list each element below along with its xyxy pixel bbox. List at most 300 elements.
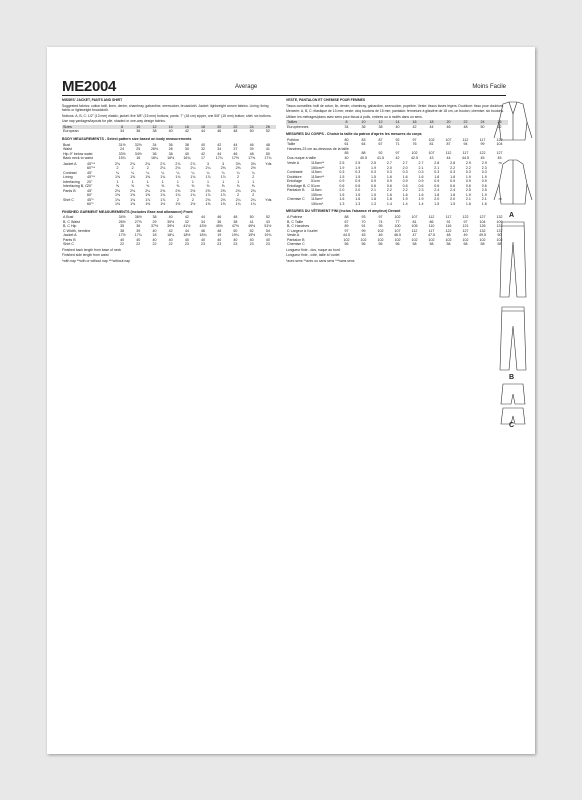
yardage-cell: 0.3 — [402, 170, 408, 175]
measurement-cell: 37 — [233, 147, 238, 152]
yardage-cell: 2.7 — [418, 161, 424, 166]
yardage-cell: 1.9 — [465, 174, 471, 179]
size-cell: 38 — [378, 124, 383, 129]
finished-cell: 102 — [394, 237, 401, 242]
yardage-cell: 1.6 — [386, 174, 392, 179]
finished-cell: 102 — [360, 237, 367, 242]
yardage-cell: ¼ — [206, 170, 210, 175]
finished-cell: 32 — [184, 219, 189, 224]
yardage-table — [286, 161, 508, 206]
finished-cell: 45½ — [215, 224, 223, 229]
finished-cell: 77 — [395, 219, 400, 224]
measurement-cell: 107 — [428, 151, 435, 156]
yardage-cell: ¼ — [251, 170, 255, 175]
size-cell: 22 — [457, 120, 474, 125]
fabric-width: 115cm — [311, 170, 322, 175]
finished-label: B, C Waist — [63, 219, 80, 224]
size-table — [286, 120, 508, 129]
finished-cell: 26½ — [118, 219, 126, 224]
size-cell: 40 — [395, 124, 400, 129]
measurement-cell: 41.5 — [377, 155, 384, 160]
finished-cell: 52 — [265, 215, 270, 220]
yardage-cell: 1.9 — [418, 197, 424, 202]
finished-cell: 19¼ — [231, 233, 239, 238]
yardage-cell: 1.9 — [339, 165, 345, 170]
yardage-cell: 1 — [116, 179, 119, 184]
finished-cell: 46 — [378, 233, 383, 238]
finished-cell: 102 — [411, 237, 418, 242]
finished-cell: 137 — [496, 228, 503, 233]
size-cell: 34 — [120, 129, 125, 134]
yardage-cell: 1¾ — [190, 175, 196, 180]
yardage-cell: 2.7 — [386, 161, 392, 166]
finished-cell: 58 — [446, 242, 451, 247]
finished-cell: 117 — [445, 215, 452, 220]
measurement-cell: 122 — [479, 151, 486, 156]
yardage-cell: 1⅝ — [130, 193, 136, 198]
measurement-cell: 25 — [136, 147, 141, 152]
yardage-cell: 1⅞ — [145, 197, 151, 202]
yardage-cell: 2 — [237, 175, 240, 180]
yardage-cell: 2¾ — [130, 161, 136, 166]
yardage-cell: 2 — [131, 166, 134, 171]
yardage-cell: 2½ — [250, 166, 256, 171]
finished-cell: 40 — [201, 237, 206, 242]
finished-cell: 58 — [497, 242, 502, 247]
yardage-cell: 1.8 — [450, 192, 456, 197]
finished-cell: 44 — [201, 215, 206, 220]
yardage-cell: 1¾ — [160, 193, 166, 198]
yardage-cell: 0.6 — [355, 183, 361, 188]
yardage-cell: 1.3 — [339, 201, 345, 206]
finished-label: Shirt C — [63, 242, 74, 247]
finished-cell: 102 — [377, 228, 384, 233]
yardage-cell: 0.6 — [450, 183, 456, 188]
measurement-cell: 44.5 — [462, 155, 469, 160]
yardage-cell: 1.4 — [386, 201, 392, 206]
finished-cell: 29 — [152, 219, 157, 224]
view-label — [62, 202, 86, 207]
yardage-cell: 1.8 — [371, 197, 377, 202]
measurement-cell: 46 — [233, 151, 238, 156]
measurement-cell: 107 — [445, 137, 452, 142]
finished-cell: 36 — [217, 219, 222, 224]
yardage-cell: 2.9 — [465, 161, 471, 166]
size-cell: 52 — [265, 129, 270, 134]
measurement-cell: 45 — [480, 155, 485, 160]
size-cell: 44 — [429, 124, 434, 129]
size-cell: 34 — [344, 124, 349, 129]
measurement-cell: 102 — [428, 137, 435, 142]
yardage-cell: 1¾ — [175, 193, 181, 198]
yardage-cell: 1⅝ — [205, 202, 211, 207]
finished-cell: 39½ — [167, 224, 175, 229]
finished-cell: 56 — [378, 242, 383, 247]
finished-cell: 50 — [233, 228, 238, 233]
yardage-cell: 2.5 — [371, 161, 377, 166]
size-cell: 18 — [423, 120, 440, 125]
yardage-cell: 3⅛ — [250, 161, 256, 166]
measurement-cell: 97 — [412, 137, 417, 142]
fabric-width: 60" — [87, 193, 93, 198]
finished-cell: 46 — [217, 215, 222, 220]
measurement-cell: 67 — [378, 142, 383, 147]
yardage-cell: 2.4 — [434, 188, 440, 193]
measurement-cell: 64 — [361, 142, 366, 147]
measurement-cell: 16¾ — [183, 156, 191, 161]
finished-cell: 91 — [446, 219, 451, 224]
measurement-cell: 42 — [201, 151, 206, 156]
yardage-cell: 2.1 — [465, 197, 471, 202]
yardage-cell: 1.6 — [402, 192, 408, 197]
measurement-cell: 40 — [344, 155, 349, 160]
finished-cell: 44.5 — [343, 233, 350, 238]
finished-cell: 56 — [395, 242, 400, 247]
yardage-cell: 1¾ — [235, 202, 241, 207]
yardage-cell: 1 — [252, 179, 255, 184]
finished-cell: 34½ — [118, 215, 126, 220]
finished-cell: 122 — [445, 228, 452, 233]
yardage-cell: 2¼ — [205, 166, 211, 171]
yardage-cell: 0.3 — [339, 170, 345, 175]
yardage-cell: 1⅜ — [145, 202, 151, 207]
yardage-cell: 2¾ — [115, 161, 121, 166]
yardage-cell: 2.0 — [339, 188, 345, 193]
body-measurement-row — [62, 156, 276, 161]
yardage-cell: 1½ — [175, 202, 181, 207]
finished-cell: 50 — [497, 233, 502, 238]
size-cell: 42 — [184, 129, 189, 134]
yardage-cell: 2.5 — [481, 188, 487, 193]
nap-note: Utiliser les métrages/plans avec sens pour tissus à poils, ombrés ou à motifs dans un sens. — [286, 114, 423, 119]
finished-cell: 44 — [184, 228, 189, 233]
nap-footnote: *with nap **with or without nap ***without nap — [62, 258, 131, 263]
finished-label: Veste A — [287, 233, 300, 238]
measurement-label: Dos-nuque à taille — [287, 155, 316, 160]
finished-cell: 23 — [184, 242, 189, 247]
finished-cell: 81 — [412, 219, 417, 224]
size-cell: 26 — [491, 120, 508, 125]
yardage-cell: 1.6 — [355, 197, 361, 202]
finished-cell: 46.5 — [394, 233, 401, 238]
yardage-cell: 0.9 — [418, 179, 424, 184]
yardage-cell: 2⅛ — [205, 197, 211, 202]
yardage-cell: 2.0 — [434, 197, 440, 202]
measurement-cell: 117 — [479, 137, 486, 142]
yardage-cell: 1.6 — [418, 174, 424, 179]
measurement-cell: 36 — [152, 151, 157, 156]
measurement-cell: 17½ — [231, 156, 239, 161]
yardage-cell: 0.9 — [355, 179, 361, 184]
fabric-suggestions: Tissus conseillés: twill de coton, lin, denim, chambray, gabardine, seersucker, popeline. Veste: tissus tissés légers. Doublure: tissu pour doublure. — [286, 103, 504, 108]
yardage-cell: 0.3 — [465, 170, 471, 175]
fabric-width: 45"** — [87, 175, 96, 180]
measurement-label: Waist — [63, 147, 72, 152]
yardage-cell: 1⅞ — [205, 193, 211, 198]
finished-cell: 86 — [429, 219, 434, 224]
finished-cell: 23 — [217, 242, 222, 247]
yardage-cell: 1.8 — [434, 174, 440, 179]
yardage-cell: 2 — [116, 166, 119, 171]
view-label: Doublure — [287, 174, 302, 179]
body-measurement-row — [286, 156, 508, 161]
finished-cell: 122 — [462, 215, 469, 220]
difficulty-en: Average — [235, 84, 258, 90]
finished-cell: 40 — [168, 237, 173, 242]
finished-cell: 58 — [480, 242, 485, 247]
size-label: Tailles — [286, 120, 338, 125]
measurement-cell: 42 — [217, 142, 222, 147]
yardage-cell: 1¾ — [130, 197, 136, 202]
french-column — [286, 98, 508, 264]
fabric-width: 115cm — [311, 188, 322, 193]
yardage-cell: 1.5 — [339, 192, 345, 197]
yardage-cell: 2.4 — [450, 188, 456, 193]
finished-cell: 48 — [446, 233, 451, 238]
finished-cell: 102 — [377, 237, 384, 242]
finished-cell: 18 — [152, 233, 157, 238]
yardage-cell: 2½ — [190, 188, 196, 193]
fabric-width: 150cm — [311, 192, 322, 197]
view-label: Interfacing — [63, 179, 80, 184]
measurement-cell: 50 — [265, 151, 270, 156]
finished-cell: 48 — [233, 215, 238, 220]
measurement-cell: 83 — [361, 137, 366, 142]
finished-cell: 132 — [479, 228, 486, 233]
yardage-cell: ⅝ — [221, 184, 225, 189]
yardage-cell: 2⅞ — [160, 161, 166, 166]
size-cell: 36 — [136, 129, 141, 134]
yardage-cell: 2 — [252, 193, 255, 198]
finished-cell: 39 — [136, 228, 141, 233]
finished-cell: 97 — [378, 215, 383, 220]
header — [62, 78, 506, 96]
measurement-label: Bust — [63, 142, 71, 147]
finished-cell: 40 — [265, 237, 270, 242]
yardage-cell: 1 — [176, 179, 179, 184]
finished-cell: 34 — [201, 219, 206, 224]
yardage-cell: 1 — [222, 179, 225, 184]
size-cell: 48 — [463, 124, 468, 129]
finished-cell: 51½ — [264, 224, 272, 229]
yardage-cell: 1⅞ — [220, 175, 226, 180]
finished-cell: 45 — [361, 233, 366, 238]
yardage-cell: 2.8 — [434, 161, 440, 166]
yardage-cell: 2.2 — [465, 165, 471, 170]
yardage-cell: 0.6 — [418, 183, 424, 188]
measurement-cell: 81 — [429, 142, 434, 147]
yardage-cell: 0.3 — [386, 170, 392, 175]
unit-cell: m — [498, 161, 502, 166]
yardage-cell: 1.9 — [465, 192, 471, 197]
yardage-cell: 2¼ — [250, 197, 256, 202]
finished-cell: 43 — [265, 219, 270, 224]
fabric-width: 60"** — [87, 166, 96, 171]
yardage-cell: ¼ — [176, 170, 180, 175]
finished-cell: 22 — [152, 242, 157, 247]
yardage-cell: 1.4 — [418, 201, 424, 206]
yardage-cell: 1.8 — [450, 174, 456, 179]
fabric-width: 51cm — [311, 183, 320, 188]
finished-cell: 95 — [378, 224, 383, 229]
finished-label: A Poitrine — [287, 215, 303, 220]
measurement-cell: 38 — [184, 142, 189, 147]
finished-cell: 102 — [479, 237, 486, 242]
yardage-cell: 1.5 — [339, 174, 345, 179]
finished-cell: 104 — [479, 219, 486, 224]
finished-cell: 102 — [343, 237, 350, 242]
measurement-cell: 40 — [184, 151, 189, 156]
unit-cell: m — [498, 197, 502, 202]
size-cell: 18 — [195, 125, 211, 130]
finished-cell: 22 — [136, 242, 141, 247]
fabric-width: 45"** — [87, 161, 96, 166]
yardage-cell: 2.2 — [402, 188, 408, 193]
finished-label: Jacket A — [63, 233, 77, 238]
yardage-cell: 1.9 — [481, 192, 487, 197]
yardage-cell: 3 — [207, 161, 209, 166]
finished-cell: 58 — [429, 242, 434, 247]
jacket-sketch-back — [499, 160, 527, 204]
yardage-cell: 1.5 — [450, 201, 456, 206]
unit-cell: Yds — [265, 197, 272, 202]
view-label-c: C — [509, 422, 515, 429]
measurement-cell: 32 — [201, 147, 206, 152]
size-cell: 10 — [130, 125, 146, 130]
finished-cell: 47 — [412, 233, 417, 238]
yardage-cell: ⅝ — [206, 184, 210, 189]
finished-cell: 38 — [233, 219, 238, 224]
yardage-cell: 0.3 — [450, 170, 456, 175]
size-cell: 20 — [211, 125, 227, 130]
finished-cell: 35 — [120, 224, 125, 229]
finished-cell: 105 — [411, 224, 418, 229]
fabric-width: 115cm** — [311, 174, 325, 179]
fabric-width: 115cm** — [311, 161, 325, 166]
finished-cell: 102 — [496, 237, 503, 242]
finished-cell: 56 — [361, 242, 366, 247]
yardage-cell: 2.5 — [355, 161, 361, 166]
finished-cell: 102 — [394, 215, 401, 220]
yardage-cell: 2.3 — [481, 165, 487, 170]
yardage-cell: 1 — [237, 179, 240, 184]
view-label-a: A — [509, 212, 515, 219]
finished-cell: 47.5 — [428, 233, 435, 238]
finished-cell: 38 — [152, 215, 157, 220]
finished-label: Pantalon B — [287, 237, 305, 242]
measurement-cell: 30 — [184, 147, 189, 152]
finished-cell: 40 — [233, 237, 238, 242]
yardage-cell: 2⅛ — [175, 166, 181, 171]
yardage-cell: 2.3 — [418, 188, 424, 193]
size-cell: 24 — [474, 120, 491, 125]
yardage-cell: ¼ — [146, 170, 150, 175]
unit-cell: Yds — [265, 161, 272, 166]
measurement-cell: 92 — [378, 151, 383, 156]
yardage-cell: 0.6 — [434, 183, 440, 188]
body-measurement-table — [62, 143, 276, 161]
measurement-cell: 117 — [462, 151, 469, 156]
finished-cell: 40 — [152, 237, 157, 242]
fabric-width: 60"* — [87, 202, 94, 207]
measurement-label: Back neck to waist — [63, 156, 93, 161]
measurement-cell: 16¼ — [150, 156, 158, 161]
finished-cell: 48 — [217, 228, 222, 233]
measurement-cell: 44 — [217, 151, 222, 156]
nap-footnote: *avec sens **avec ou sans sens ***sans sens — [286, 258, 355, 263]
finished-cell: 17½ — [118, 233, 126, 238]
yardage-cell: 1¾ — [115, 197, 121, 202]
yardage-cell: 2 — [252, 175, 255, 180]
measurement-cell: 32½ — [134, 142, 142, 147]
finished-cell: 97 — [463, 219, 468, 224]
finished-label: Chemise C — [287, 242, 305, 247]
view-label: Shirt C — [63, 197, 74, 202]
yardage-cell: 0.9 — [450, 179, 456, 184]
yardage-cell: 2.1 — [481, 197, 487, 202]
measurement-cell: 24 — [120, 147, 125, 152]
finished-cell: 100 — [394, 224, 401, 229]
measurement-cell: 94 — [463, 142, 468, 147]
unit-cell — [261, 202, 276, 207]
measurement-cell: 39 — [249, 147, 254, 152]
size-cell: 22 — [227, 125, 243, 130]
yardage-cell: 0.3 — [371, 170, 377, 175]
yardage-cell: 0.9 — [481, 179, 487, 184]
finished-cell: 117 — [428, 228, 435, 233]
finished-measurement-table — [62, 215, 276, 247]
size-cell: 16 — [179, 125, 195, 130]
finished-label: Pants B — [63, 237, 76, 242]
finished-cell: 93 — [361, 215, 366, 220]
view-label: Entoilage — [287, 179, 302, 184]
finished-cell: 102 — [428, 237, 435, 242]
finished-cell: 23 — [249, 242, 254, 247]
yardage-cell: 2.1 — [371, 188, 377, 193]
yardage-cell: 1 — [146, 179, 149, 184]
nap-note: Use nap yardages/layouts for pile, shaded or one-way design fabrics. — [62, 119, 166, 124]
finished-label: B, C Hip — [63, 224, 77, 229]
finished-cell: 102 — [445, 237, 452, 242]
yardage-cell: 1⅞ — [160, 197, 166, 202]
yardage-cell: 2⅛ — [220, 197, 226, 202]
yardage-cell: 1.9 — [371, 165, 377, 170]
size-cell: 46 — [217, 129, 222, 134]
body-measurement-table — [286, 138, 508, 161]
yardage-cell: 1⅜ — [130, 202, 136, 207]
notions: Mercerie: A, B, C: élastique de 13 mm; veste: cinq boutons de 15 mm; pantalon: fermeture à glissière de 18 cm, un bouton; chemise: six boutons. — [286, 109, 505, 114]
finished-cell: 46 — [201, 228, 206, 233]
measurement-cell: 71 — [395, 142, 400, 147]
finished-cell: 88 — [344, 215, 349, 220]
finished-cell: 23 — [265, 242, 270, 247]
finished-cell: 17¾ — [134, 233, 142, 238]
fabric-width: 20" — [87, 184, 93, 189]
view-label-b: B — [509, 374, 515, 381]
body-measurements-heading: BODY MEASUREMENTS - Select pattern size based on body measurements — [62, 136, 192, 141]
finished-cell: 40 — [184, 237, 189, 242]
measurement-cell: 85 — [344, 151, 349, 156]
yardage-cell: 2¼ — [145, 188, 151, 193]
yardage-cell: 1.6 — [418, 192, 424, 197]
finished-cell: 37½ — [150, 224, 158, 229]
view-label: Jacket A — [63, 161, 77, 166]
measurement-cell: 16½ — [167, 156, 175, 161]
yardage-cell: 1⅝ — [145, 175, 151, 180]
pants-sketch-front — [500, 222, 526, 297]
fabric-width: 45"* — [87, 197, 94, 202]
yardage-cell: 1.8 — [434, 192, 440, 197]
